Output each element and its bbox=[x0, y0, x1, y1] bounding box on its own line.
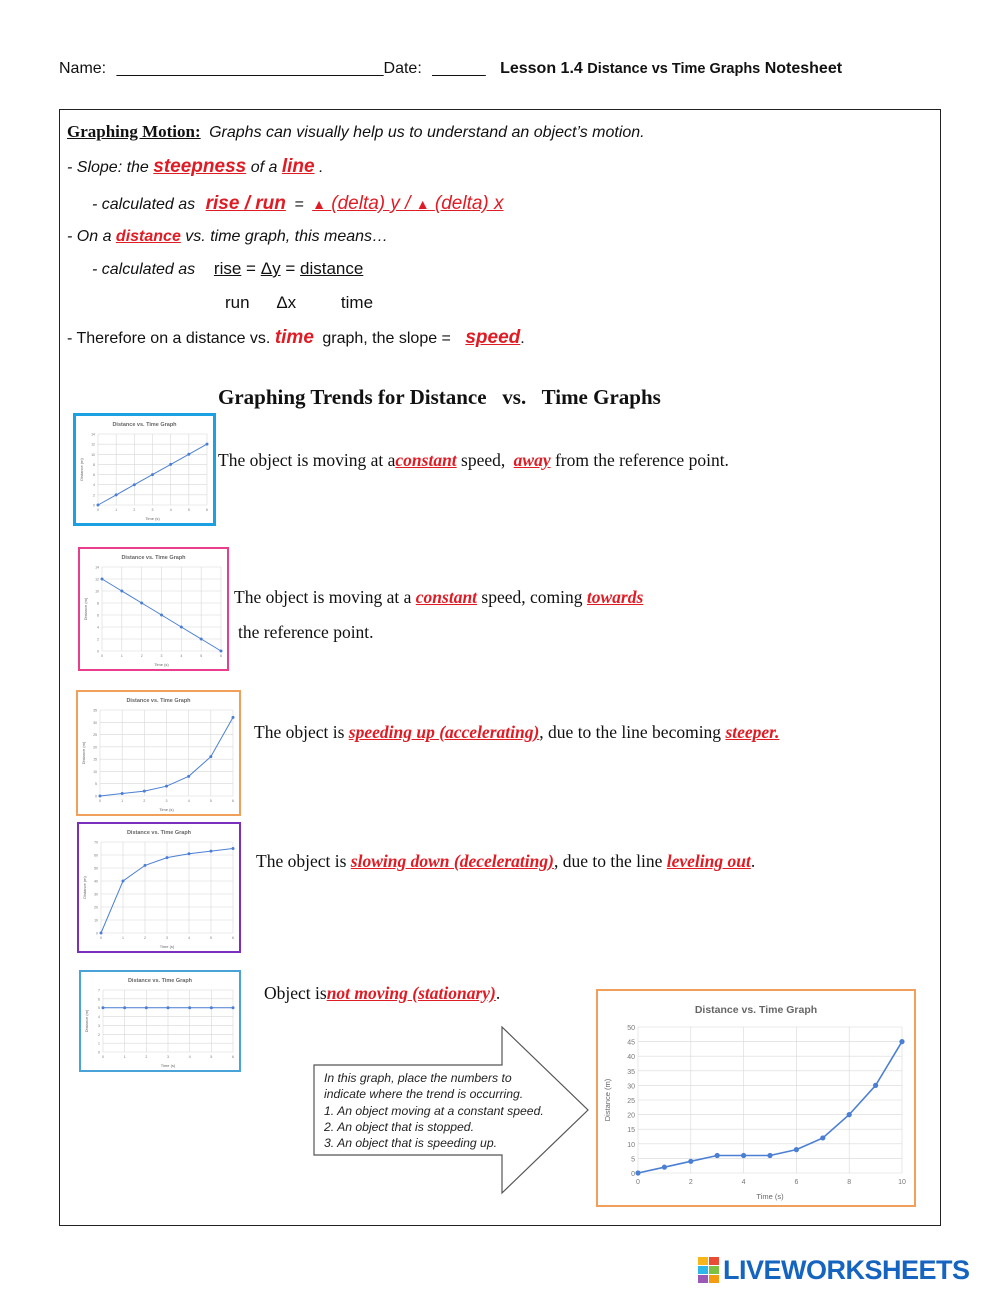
x-tick-label: 6 bbox=[206, 508, 208, 512]
x-tick-label: 5 bbox=[187, 508, 190, 512]
y-tick-label: 5 bbox=[95, 782, 97, 787]
graph-thumb-1 bbox=[73, 413, 216, 526]
x-tick-label: 1 bbox=[122, 936, 124, 940]
answer-slowing-down[interactable]: slowing down (decelerating) bbox=[350, 851, 554, 871]
data-point bbox=[115, 493, 118, 496]
y-tick-label: 35 bbox=[627, 1068, 635, 1076]
y-axis-label: Distance (m) bbox=[79, 458, 84, 481]
answer-towards[interactable]: towards bbox=[586, 587, 644, 607]
data-point bbox=[187, 453, 190, 456]
data-point bbox=[715, 1153, 720, 1158]
data-point bbox=[100, 932, 103, 935]
distance-line bbox=[67, 228, 388, 246]
run-text: run bbox=[225, 293, 250, 312]
y-tick-label: 4 bbox=[98, 1015, 100, 1020]
on-a-text: - On a bbox=[67, 228, 112, 245]
data-point bbox=[188, 1006, 191, 1009]
x-tick-label: 0 bbox=[101, 654, 103, 658]
answer-constant-2[interactable]: constant bbox=[415, 587, 478, 607]
y-axis-label: Distance (m) bbox=[81, 741, 86, 765]
answer-speed[interactable]: speed bbox=[465, 327, 521, 348]
x-tick-label: 4 bbox=[169, 508, 172, 512]
arrow-line-4: 2. An object that is stopped. bbox=[324, 1119, 474, 1134]
t1-post: from the reference point. bbox=[554, 450, 729, 470]
x-tick-label: 4 bbox=[741, 1179, 746, 1186]
x-tick-label: 6 bbox=[794, 1179, 799, 1186]
data-point bbox=[847, 1112, 852, 1117]
y-tick-label: 30 bbox=[94, 892, 98, 897]
logo-text: LIVEWORKSHEETS bbox=[723, 1254, 970, 1285]
x-tick-label: 2 bbox=[688, 1179, 693, 1186]
y-tick-label: 15 bbox=[93, 757, 97, 762]
answer-speeding-up[interactable]: speeding up (accelerating) bbox=[348, 722, 540, 742]
x-tick-label: 3 bbox=[160, 654, 163, 658]
x-axis-label: Time (s) bbox=[159, 807, 174, 812]
data-point bbox=[180, 626, 183, 629]
y-tick-label: 5 bbox=[98, 1006, 100, 1011]
slope-line: - Slope: the steepness of a line . bbox=[67, 156, 324, 177]
x-tick-label: 4 bbox=[188, 936, 190, 940]
x-tick-label: 8 bbox=[847, 1179, 852, 1186]
t4-mid: , due to the line bbox=[553, 851, 663, 871]
data-point bbox=[210, 1006, 213, 1009]
arrow-line-3: 1. An object moving at a constant speed. bbox=[324, 1103, 544, 1118]
y-tick-label: 0 bbox=[96, 931, 98, 936]
y-axis-label: Distance (m) bbox=[82, 876, 87, 899]
date-label: Date: bbox=[383, 60, 422, 77]
answer-distance[interactable]: distance bbox=[115, 228, 181, 245]
x-tick-label: 0 bbox=[97, 508, 99, 512]
y-tick-label: 30 bbox=[627, 1083, 635, 1091]
rise-text: rise bbox=[213, 259, 242, 278]
delta-icon: ▲ bbox=[312, 196, 326, 212]
data-point bbox=[820, 1135, 825, 1140]
graph-slope-text: graph, the slope = bbox=[322, 330, 451, 347]
x-tick-label: 3 bbox=[166, 936, 168, 940]
x-tick-label: 2 bbox=[145, 1055, 148, 1059]
x-tick-label: 6 bbox=[232, 1055, 234, 1059]
x-tick-label: 0 bbox=[100, 936, 102, 940]
y-axis-label: Distance (m) bbox=[83, 597, 88, 621]
data-point bbox=[97, 504, 100, 507]
slope-prefix: - Slope: the bbox=[67, 159, 149, 176]
y-tick-label: 1 bbox=[98, 1041, 100, 1046]
y-tick-label: 3 bbox=[98, 1023, 100, 1028]
x-axis-label: Time (s) bbox=[145, 516, 160, 521]
data-point bbox=[188, 852, 191, 855]
calc-prefix: - calculated as bbox=[92, 196, 196, 213]
rise-run-line bbox=[92, 193, 504, 215]
data-point bbox=[102, 1006, 105, 1009]
graphing-motion-heading: Graphing Motion: bbox=[67, 122, 201, 141]
y-tick-label: 14 bbox=[95, 565, 99, 570]
data-point bbox=[200, 638, 203, 641]
trend-1-text bbox=[218, 450, 729, 471]
x-tick-label: 1 bbox=[123, 1055, 126, 1059]
data-point bbox=[206, 443, 209, 446]
trend-2-text bbox=[234, 587, 643, 608]
t1-mid: speed, bbox=[461, 450, 506, 470]
lesson-title: Distance vs Time Graphs bbox=[587, 61, 761, 77]
y-tick-label: 25 bbox=[93, 733, 97, 738]
data-point bbox=[873, 1083, 878, 1088]
data-point bbox=[160, 614, 163, 617]
x-tick-label: 3 bbox=[165, 799, 168, 803]
delta-y-text: (delta) y / bbox=[331, 193, 411, 214]
data-point bbox=[101, 578, 104, 581]
date-field[interactable]: ______ bbox=[432, 60, 486, 77]
y-tick-label: 70 bbox=[94, 840, 98, 845]
data-point bbox=[635, 1170, 640, 1175]
data-point bbox=[662, 1165, 667, 1170]
data-point bbox=[794, 1147, 799, 1152]
y-tick-label: 0 bbox=[631, 1171, 635, 1178]
x-tick-label: 1 bbox=[115, 508, 118, 512]
lesson-number: Lesson 1.4 bbox=[500, 60, 583, 77]
delta-x-text: (delta) x bbox=[434, 193, 504, 214]
x-tick-label: 4 bbox=[187, 799, 190, 803]
fraction-line-bottom bbox=[225, 293, 373, 313]
y-tick-label: 2 bbox=[93, 493, 95, 498]
x-tick-label: 5 bbox=[209, 799, 212, 803]
distance-word: distance bbox=[299, 259, 364, 278]
eq2: = bbox=[285, 259, 296, 278]
y-tick-label: 5 bbox=[631, 1156, 635, 1164]
data-point bbox=[688, 1159, 693, 1164]
data-point bbox=[143, 790, 146, 793]
data-point bbox=[232, 716, 235, 719]
y-tick-label: 10 bbox=[627, 1141, 635, 1149]
data-point bbox=[209, 755, 212, 758]
graphing-motion-line bbox=[67, 122, 645, 142]
y-tick-label: 50 bbox=[627, 1025, 635, 1032]
y-tick-label: 4 bbox=[93, 483, 95, 488]
t4-post: . bbox=[750, 851, 756, 871]
data-point bbox=[144, 864, 147, 867]
x-tick-label: 6 bbox=[232, 799, 234, 803]
y-tick-label: 6 bbox=[98, 997, 100, 1002]
data-point bbox=[120, 590, 123, 593]
x-axis-label: Time (s) bbox=[154, 662, 169, 667]
intro-text: Graphs can visually help us to understand an object’s motion. bbox=[209, 124, 645, 141]
t3-mid: , due to the line becoming bbox=[539, 722, 722, 742]
y-tick-label: 20 bbox=[627, 1112, 635, 1120]
t2-pre: The object is moving at a bbox=[234, 587, 412, 607]
answer-steepness[interactable]: steepness bbox=[153, 156, 247, 177]
liveworksheets-logo bbox=[698, 1255, 970, 1285]
name-field[interactable]: ______________________________ bbox=[116, 60, 384, 77]
arrow-line-5: 3. An object that is speeding up. bbox=[324, 1136, 497, 1151]
delta-icon: ▲ bbox=[415, 196, 430, 212]
y-tick-label: 30 bbox=[93, 720, 97, 725]
y-tick-label: 4 bbox=[97, 625, 99, 630]
of-a-text: of a bbox=[250, 159, 278, 176]
trends-title: Graphing Trends for Distance vs. Time Graphs bbox=[218, 385, 661, 409]
data-point bbox=[232, 1006, 235, 1009]
answer-constant-1[interactable]: constant bbox=[395, 450, 457, 470]
y-tick-label: 20 bbox=[94, 905, 98, 910]
x-tick-label: 4 bbox=[188, 1055, 191, 1059]
data-point bbox=[123, 1006, 126, 1009]
data-point bbox=[220, 650, 223, 653]
y-tick-label: 40 bbox=[627, 1054, 635, 1062]
x-tick-label: 4 bbox=[180, 654, 183, 658]
y-tick-label: 50 bbox=[94, 866, 98, 871]
name-label: Name: bbox=[59, 60, 107, 77]
vs-time-text: vs. time graph, this means… bbox=[185, 228, 389, 245]
x-tick-label: 0 bbox=[636, 1179, 640, 1186]
x-tick-label: 6 bbox=[232, 936, 234, 940]
y-tick-label: 60 bbox=[94, 853, 98, 858]
data-point bbox=[151, 473, 154, 476]
y-tick-label: 8 bbox=[93, 462, 95, 467]
chart-title: Distance vs. Time Graph bbox=[112, 422, 177, 428]
x-axis-label: Time (s) bbox=[756, 1192, 784, 1201]
data-point bbox=[140, 602, 143, 605]
trend-2-line2: the reference point. bbox=[238, 622, 374, 642]
chart-title: Distance vs. Time Graph bbox=[121, 555, 186, 561]
graph-thumb-5 bbox=[79, 970, 241, 1072]
therefore-text: - Therefore on a distance vs. bbox=[67, 330, 271, 347]
trend-4-text bbox=[256, 851, 755, 872]
y-tick-label: 0 bbox=[97, 649, 99, 654]
x-tick-label: 5 bbox=[210, 936, 212, 940]
x-tick-label: 3 bbox=[151, 508, 154, 512]
chart-title: Distance vs. Time Graph bbox=[127, 978, 193, 984]
x-tick-label: 2 bbox=[143, 799, 146, 803]
period: . bbox=[520, 330, 525, 347]
header bbox=[59, 60, 842, 78]
x-tick-label: 10 bbox=[898, 1179, 906, 1186]
y-tick-label: 2 bbox=[97, 637, 99, 642]
x-tick-label: 1 bbox=[120, 654, 123, 658]
y-tick-label: 2 bbox=[98, 1032, 100, 1037]
x-tick-label: 0 bbox=[99, 799, 101, 803]
y-tick-label: 10 bbox=[91, 452, 95, 457]
y-tick-label: 0 bbox=[95, 794, 97, 799]
t5-post: . bbox=[495, 983, 501, 1003]
t3-pre: The object is bbox=[254, 722, 345, 742]
y-tick-label: 25 bbox=[627, 1098, 635, 1105]
t2-mid: speed, coming bbox=[481, 587, 583, 607]
data-point bbox=[99, 795, 102, 798]
data-point bbox=[167, 1006, 170, 1009]
chart-title: Distance vs. Time Graph bbox=[694, 1004, 818, 1016]
answer-rise-run[interactable]: rise / run bbox=[205, 193, 286, 214]
y-tick-label: 10 bbox=[95, 589, 99, 594]
x-axis-label: Time (s) bbox=[159, 944, 175, 949]
y-tick-label: 14 bbox=[91, 432, 95, 437]
y-tick-label: 20 bbox=[93, 745, 97, 750]
graph-thumb-3 bbox=[76, 690, 241, 816]
x-tick-label: 3 bbox=[167, 1055, 169, 1059]
equals-sign: = bbox=[294, 196, 304, 213]
data-point bbox=[741, 1153, 746, 1158]
y-tick-label: 8 bbox=[97, 601, 99, 606]
eq1: = bbox=[246, 259, 256, 278]
x-tick-label: 0 bbox=[102, 1055, 104, 1059]
data-point bbox=[133, 483, 136, 486]
y-tick-label: 15 bbox=[627, 1127, 635, 1135]
chart-title: Distance vs. Time Graph bbox=[126, 698, 191, 704]
x-tick-label: 6 bbox=[220, 654, 222, 658]
y-axis-label: Distance (m) bbox=[84, 1009, 89, 1033]
chart-title: Distance vs. Time Graph bbox=[126, 830, 192, 836]
trend-5-text bbox=[264, 983, 500, 1004]
y-tick-label: 10 bbox=[94, 918, 98, 923]
arrow-instructions bbox=[324, 1070, 574, 1151]
large-graph[interactable] bbox=[596, 989, 916, 1207]
time-word: time bbox=[340, 293, 374, 312]
data-point bbox=[121, 792, 124, 795]
data-point bbox=[899, 1039, 904, 1044]
x-axis-label: Time (s) bbox=[160, 1063, 176, 1068]
data-point bbox=[169, 463, 172, 466]
answer-delta-expression[interactable] bbox=[312, 193, 503, 214]
y-tick-label: 0 bbox=[98, 1050, 100, 1055]
notesheet-label: Notesheet bbox=[764, 60, 843, 77]
fraction-line-top bbox=[92, 259, 363, 279]
data-point bbox=[210, 850, 213, 853]
answer-away[interactable]: away bbox=[513, 450, 551, 470]
y-tick-label: 7 bbox=[98, 988, 100, 993]
data-point bbox=[232, 847, 235, 850]
graph-thumb-4 bbox=[77, 822, 241, 953]
data-point bbox=[165, 785, 168, 788]
data-point bbox=[166, 856, 169, 859]
y-tick-label: 12 bbox=[91, 442, 95, 447]
x-tick-label: 5 bbox=[200, 654, 203, 658]
x-tick-label: 2 bbox=[133, 508, 136, 512]
t5-pre: Object is bbox=[264, 983, 327, 1003]
y-tick-label: 0 bbox=[93, 503, 95, 508]
y-axis-label: Distance (m) bbox=[603, 1078, 612, 1122]
y-tick-label: 6 bbox=[93, 473, 95, 478]
answer-line[interactable]: line bbox=[281, 156, 315, 177]
y-tick-label: 35 bbox=[93, 708, 97, 713]
delta-y-symbol: Δy bbox=[260, 259, 281, 278]
answer-time[interactable]: time bbox=[274, 327, 314, 348]
answer-leveling-out[interactable]: leveling out bbox=[666, 851, 751, 871]
x-tick-label: 5 bbox=[210, 1055, 213, 1059]
data-point bbox=[187, 775, 190, 778]
y-tick-label: 12 bbox=[95, 577, 99, 582]
y-tick-label: 40 bbox=[94, 879, 98, 884]
x-tick-label: 1 bbox=[121, 799, 124, 803]
t4-pre: The object is bbox=[256, 851, 347, 871]
trend-3-text bbox=[254, 722, 779, 743]
calc2-text: - calculated as bbox=[92, 261, 196, 278]
data-point bbox=[767, 1153, 772, 1158]
arrow-line-1: In this graph, place the numbers to bbox=[324, 1071, 512, 1085]
y-tick-label: 45 bbox=[627, 1039, 635, 1047]
answer-steeper[interactable]: steeper. bbox=[725, 722, 780, 742]
graph-thumb-2 bbox=[78, 547, 229, 671]
arrow-line-2: indicate where the trend is occurring. bbox=[324, 1087, 524, 1102]
y-tick-label: 6 bbox=[97, 613, 99, 618]
therefore-line bbox=[67, 327, 525, 349]
liveworksheets-logo-icon bbox=[698, 1257, 720, 1283]
y-tick-label: 10 bbox=[93, 769, 97, 774]
x-tick-label: 2 bbox=[140, 654, 143, 658]
t1-pre: The object is moving at a bbox=[218, 450, 396, 470]
answer-not-moving[interactable]: not moving (stationary) bbox=[326, 983, 496, 1003]
delta-x-symbol: Δx bbox=[276, 293, 297, 312]
x-tick-label: 2 bbox=[144, 936, 146, 940]
data-point bbox=[122, 880, 125, 883]
data-point bbox=[145, 1006, 148, 1009]
